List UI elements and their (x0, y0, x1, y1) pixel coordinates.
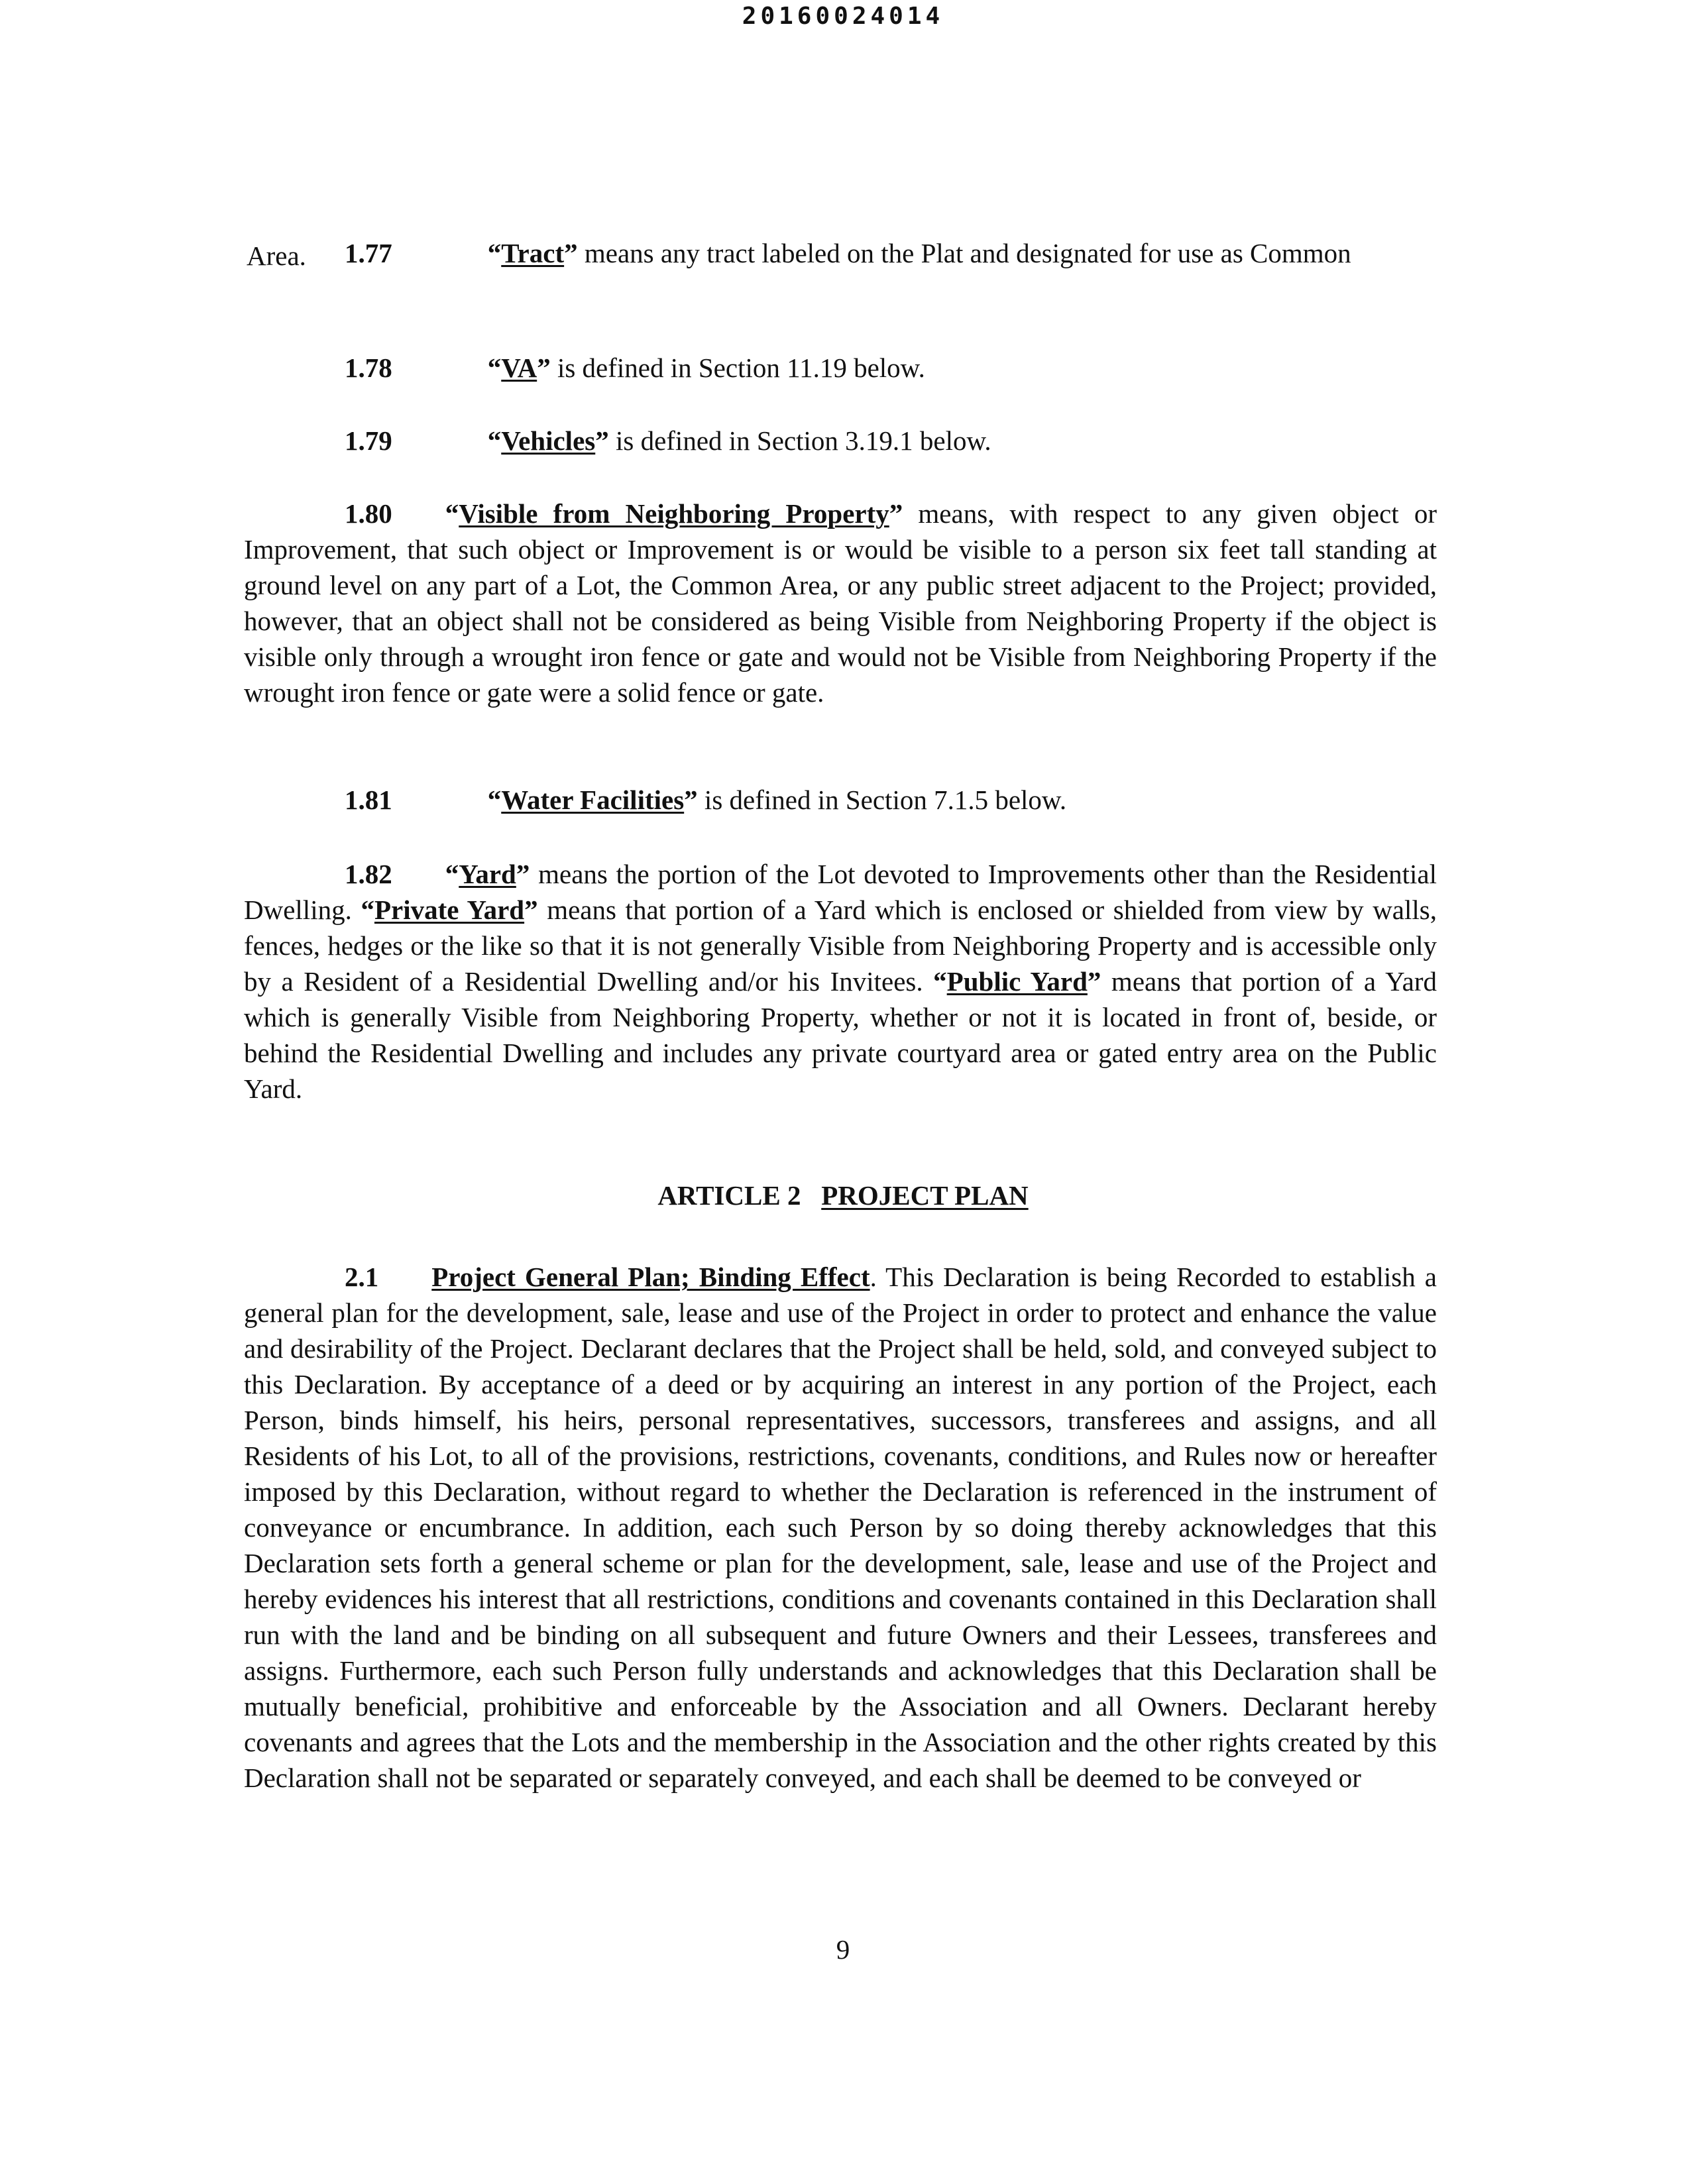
section-1-78: 1.78 “VA” is defined in Section 11.19 below. (244, 350, 1437, 386)
defined-term-public-yard: Public Yard (946, 966, 1088, 997)
section-number: 1.80 (345, 498, 392, 529)
section-1-77: 1.77 “Tract” means any tract labeled on the Plat and designated for use as Common (244, 235, 1437, 271)
section-1-79: 1.79 “Vehicles” is defined in Section 3.19.1 below. (244, 423, 1437, 459)
section-number: 1.81 (345, 785, 392, 815)
article-heading (0, 1179, 1686, 1211)
defined-term: Yard (459, 859, 516, 889)
article-title: PROJECT PLAN (821, 1180, 1029, 1211)
section-text: means any tract labeled on the Plat and designated for use as Common (577, 238, 1351, 268)
defined-term: Vehicles (501, 425, 596, 456)
section-number: 2.1 (345, 1262, 379, 1292)
section-continuation: Area. (247, 241, 306, 271)
section-text: means the portion of the Lot devoted to Improvements other than the Residential Dwelling. (244, 859, 1437, 925)
section-2-1 (244, 1259, 1437, 1796)
section-text: is defined in Section 11.19 below. (550, 353, 925, 383)
document-number: 20160024014 (742, 3, 944, 30)
section-text: is defined in Section 3.19.1 below. (608, 425, 991, 456)
section-1-82: 1.82 “Yard” means the portion of the Lot devoted to Improvements other than the Residential Dwelling. “Private Yard” means that portion of a Yard which is enclosed or shielded from view by walls, fences, hedges or the like so that it is not generally Visible from Neighboring Property and is accessible only by a Resident of a Residential Dwelling and/or his Invitees. “Public Yard” means that portion of a Yard which is generally Visible from Neighboring Property, whether or not it is located in front of, beside, or behind the Residential Dwelling and includes any private courtyard area or gated entry area on the Public Yard. (244, 856, 1437, 1107)
section-text: is defined in Section 7.1.5 below. (697, 785, 1067, 815)
defined-term: VA (501, 353, 537, 383)
section-number: 1.82 (345, 859, 392, 889)
section-number: 1.79 (345, 425, 392, 456)
section-text: means that portion of a Yard which is generally Visible from Neighboring Property, whether or not it is located in front of, beside, or behind the Residential Dwelling and includes any private courtyard area or gated entry area on the Public Yard. (244, 966, 1437, 1104)
defined-term: Tract (501, 238, 565, 268)
section-text: . This Declaration is being Recorded to establish a general plan for the development, sale, lease and use of the Project in order to protect and enhance the value and desirability of the Project. Declarant declares that the Project shall be held, sold, and conveyed subject to this Declaration. By acceptance of a deed or by acquiring an interest in any portion of the Project, each Person, binds himself, his heirs, personal representatives, successors, transferees and assigns, and all Residents of his Lot, to all of the provisions, restrictions, covenants, conditions, and Rules now or hereafter imposed by this Declaration, without regard to whether the Declaration is referenced in the instrument of conveyance or encumbrance. In addition, each such Person by so doing thereby acknowledges that this Declaration sets forth a general scheme or plan for the development, sale, lease and use of the Project and hereby evidences his interest that all restrictions, conditions and covenants contained in this Declaration shall run with the land and be binding on all subsequent and future Owners and their Lessees, transferees and assigns. Furthermore, each such Person fully understands and acknowledges that this Declaration shall be mutually beneficial, prohibitive and enforceable by the Association and all Owners. Declarant hereby covenants and agrees that the Lots and the membership in the Association and the other rights created by this Declaration shall not be separated or separately conveyed, and each shall be deemed to be conveyed or (244, 1262, 1437, 1793)
section-text: means, with respect to any given object or Improvement, that such object or Improvement is or would be visible to a person six feet tall standing at ground level on any part of a Lot, the Common Area, or any public street adjacent to the Project; provided, however, that an object shall not be considered as being Visible from Neighboring Property if the object is visible only through a wrought iron fence or gate and would not be Visible from Neighboring Property if the wrought iron fence or gate were a solid fence or gate. (244, 498, 1437, 708)
defined-term: Visible from Neighboring Property (459, 498, 889, 529)
section-1-80: 1.80 “Visible from Neighboring Property” means, with respect to any given object or Improvement, that such object or Improvement is or would be visible to a person six feet tall standing at ground level on any part of a Lot, the Common Area, or any public street adjacent to the Project; provided, however, that an object shall not be considered as being Visible from Neighboring Property if the object is visible only through a wrought iron fence or gate and would not be Visible from Neighboring Property if the wrought iron fence or gate were a solid fence or gate. (244, 496, 1437, 710)
defined-term-private-yard: Private Yard (374, 895, 525, 925)
section-number: 1.78 (345, 353, 392, 383)
section-text: means that portion of a Yard which is enclosed or shielded from view by walls, fences, hedges or the like so that it is not generally Visible from Neighboring Property and is accessible only by a Resident of a Residential Dwelling and/or his Invitees. (244, 895, 1437, 997)
article-label: ARTICLE 2 (657, 1180, 801, 1211)
section-1-81: 1.81 “Water Facilities” is defined in Section 7.1.5 below. (244, 782, 1437, 818)
defined-term: Water Facilities (501, 785, 685, 815)
section-title: Project General Plan; Binding Effect (431, 1262, 870, 1292)
page-number: 9 (836, 1934, 850, 1965)
section-number: 1.77 (345, 238, 392, 268)
